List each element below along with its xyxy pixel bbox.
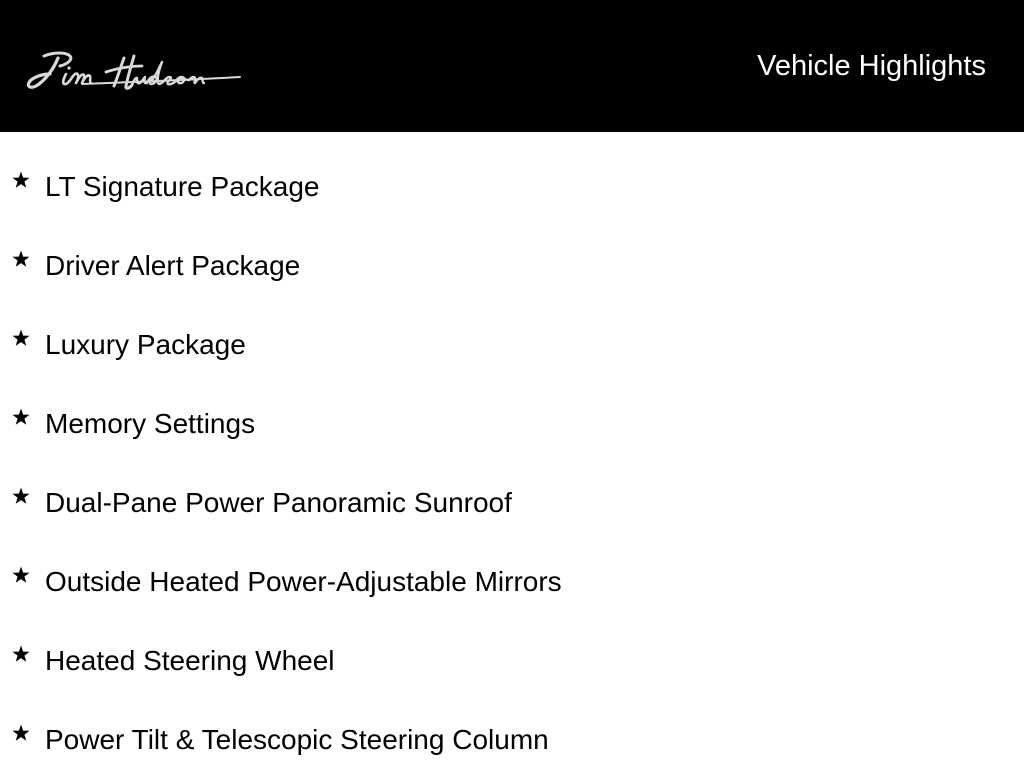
- star-icon: [11, 249, 31, 269]
- highlight-label: Heated Steering Wheel: [45, 645, 335, 676]
- signature-logo-icon: [20, 44, 244, 100]
- list-item: [0, 622, 1024, 676]
- star-icon: [11, 565, 31, 585]
- star-icon: [11, 170, 31, 190]
- list-item: [0, 306, 1024, 360]
- list-item: [0, 227, 1024, 281]
- dealer-logo: [20, 44, 244, 100]
- highlight-label: Power Tilt & Telescopic Steering Column: [45, 724, 549, 755]
- star-icon: [11, 486, 31, 506]
- highlight-label: Dual-Pane Power Panoramic Sunroof: [45, 487, 512, 518]
- page-title: Vehicle Highlights: [757, 50, 986, 82]
- list-item: [0, 385, 1024, 439]
- star-icon: [11, 407, 31, 427]
- highlight-label: Outside Heated Power-Adjustable Mirrors: [45, 566, 562, 597]
- list-item: [0, 464, 1024, 518]
- star-icon: [11, 723, 31, 743]
- list-item: [0, 148, 1024, 202]
- highlight-label: Luxury Package: [45, 329, 246, 360]
- list-item: [0, 701, 1024, 755]
- page-header: [0, 0, 1024, 132]
- star-icon: [11, 328, 31, 348]
- highlight-label: Driver Alert Package: [45, 250, 301, 281]
- star-icon: [11, 644, 31, 664]
- highlight-label: Memory Settings: [45, 408, 256, 439]
- list-item: [0, 543, 1024, 597]
- vehicle-highlights-list: [0, 132, 1024, 768]
- highlight-label: LT Signature Package: [45, 171, 320, 202]
